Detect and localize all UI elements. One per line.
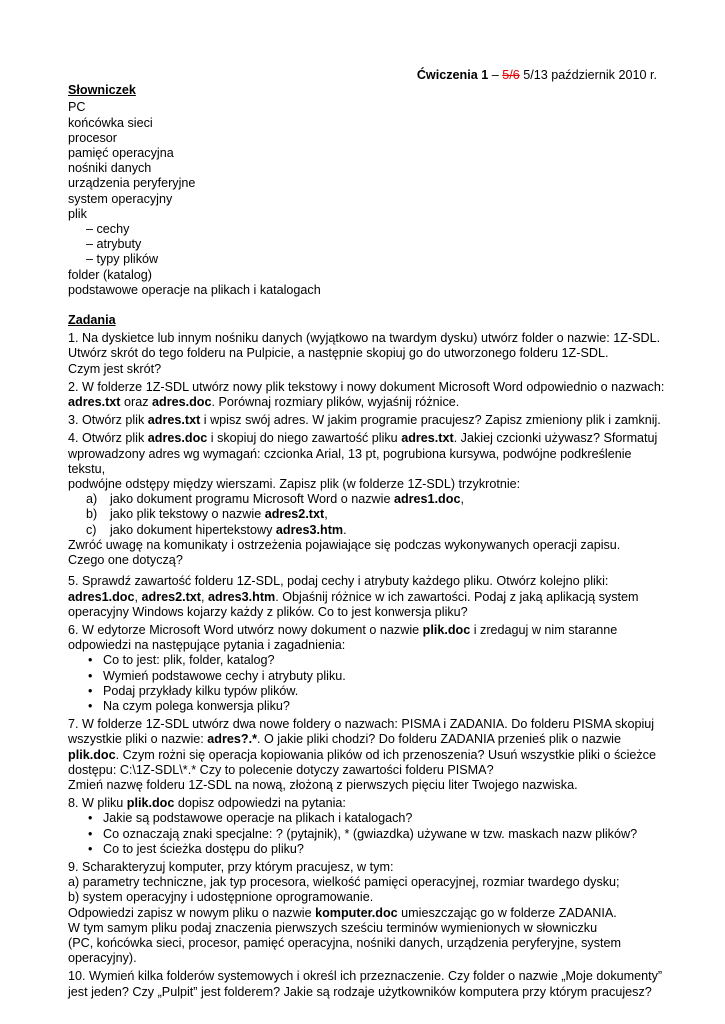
- task-text: . Objaśnij różnice w ich zawartości. Podaj z jaką aplikacją system: [275, 589, 639, 604]
- task-10: [68, 969, 668, 999]
- list-item: [86, 507, 668, 522]
- list-marker: c): [86, 522, 97, 537]
- questions-list: [68, 811, 668, 857]
- task-text: 6. W edytorze Microsoft Word utwórz nowy dokument o nazwie: [68, 622, 423, 637]
- task-5: [68, 574, 668, 620]
- list-item: • Co to jest ścieżka dostępu do pliku?: [88, 842, 668, 857]
- task-line: operacyjny).: [68, 951, 137, 966]
- filename: komputer.doc: [315, 905, 398, 920]
- task-1: [68, 331, 668, 377]
- list-text: jako plik tekstowy o nazwie: [110, 507, 265, 522]
- task-8: [68, 796, 668, 857]
- task-line: wprowadzony adres wg wymagań: czcionka Arial, 13 pt, pogrubiona kursywa, podwójne podkreślenie tekstu,: [68, 446, 632, 476]
- list-item: • Podaj przykłady kilku typów plików.: [88, 684, 668, 699]
- task-line: [68, 395, 668, 410]
- task-text: ,: [201, 589, 209, 604]
- task-text: i wpisz swój adres. W jakim programie pracujesz? Zapisz zmieniony plik i zamknij.: [200, 413, 661, 428]
- task-6: [68, 623, 668, 714]
- task-line: podwójne odstępy między wierszami. Zapisz plik (w folderze 1Z-SDL) trzykrotnie:: [68, 477, 521, 492]
- task-line: b) system operacyjny i udostępnione oprogramowanie.: [68, 890, 374, 905]
- glossary-item: nośniki danych: [68, 161, 152, 176]
- filename: adres?.*: [207, 732, 257, 747]
- task-line: Zmień nazwę folderu 1Z-SDL na nową, złożoną z pierwszych pięciu liter Twojego nazwiska.: [68, 777, 578, 792]
- glossary-subitem: – cechy: [86, 222, 130, 237]
- glossary-item: urządzenia peryferyjne: [68, 176, 196, 191]
- task-text: 8. W pliku: [68, 796, 127, 811]
- task-line: operacyjny Windows kojarzy każdy z plików. Co to jest konwersja pliku?: [68, 604, 468, 619]
- task-7: [68, 717, 668, 793]
- task-text: . Porównaj rozmiary plików, wyjaśnij różnice.: [211, 395, 460, 410]
- task-text: i skopiuj do niego zawartość pliku: [207, 431, 402, 446]
- list-text: jako dokument hipertekstowy: [110, 522, 276, 537]
- header-struck-date: 5/6: [502, 68, 520, 82]
- filename: adres.doc: [152, 395, 212, 410]
- task-line: (PC, końcówka sieci, procesor, pamięć operacyjna, nośniki danych, urządzenia peryferyjne, system: [68, 935, 621, 950]
- task-line: [68, 732, 668, 747]
- filename: adres.doc: [147, 431, 208, 446]
- filename: adres.txt: [401, 431, 454, 446]
- glossary-item: system operacyjny: [68, 191, 173, 206]
- task-line: [68, 906, 668, 921]
- glossary-item: podstawowe operacje na plikach i katalogach: [68, 282, 321, 297]
- task-text: Odpowiedzi zapisz w nowym pliku o nazwie: [68, 905, 316, 920]
- filename: adres1.doc: [68, 589, 135, 604]
- task-text: ,: [134, 589, 142, 604]
- list-item: • Jakie są podstawowe operacje na plikach i katalogach?: [88, 811, 668, 826]
- task-text: . Jakiej czcionki używasz? Sformatuj: [453, 431, 658, 446]
- task-9: [68, 860, 668, 966]
- list-item: • Na czym polega konwersja pliku?: [88, 699, 668, 714]
- task-line: odpowiedzi na następujące pytania i zagadnienia:: [68, 638, 346, 653]
- glossary-subitem: – typy plików: [86, 252, 159, 267]
- list-item: • Wymień podstawowe cechy i atrybuty pliku.: [88, 669, 668, 684]
- filename: plik.doc: [422, 622, 471, 637]
- save-options-list: [68, 492, 668, 538]
- glossary-subitem: – atrybuty: [86, 237, 142, 252]
- filename: plik.doc: [126, 796, 175, 811]
- task-line: 9. Scharakteryzuj komputer, przy którym pracujesz, w tym:: [68, 859, 394, 874]
- task-text: 4. Otwórz plik: [68, 431, 148, 446]
- task-line: 1. Na dyskietce lub innym nośniku danych (wyjątkowo na twardym dysku) utwórz folder o nazwie: 1Z-SDL.: [68, 331, 661, 346]
- filename: adres2.txt: [141, 589, 202, 604]
- list-text: ,: [460, 492, 464, 507]
- task-line: [68, 431, 668, 446]
- task-line: W tym samym pliku podaj znaczenia pierwszych sześciu terminów wymienionych w słowniczku: [68, 920, 598, 935]
- task-line: 10. Wymień kilka folderów systemowych i określ ich przeznaczenie. Czy folder o nazwie „Moje dokumenty”: [68, 969, 663, 984]
- task-text: . Czym rożni się operacja kopiowania plików od ich przenoszenia? Usuń wszystkie pliki o ścieżce: [115, 747, 656, 762]
- task-line: jest jeden? Czy „Pulpit” jest folderem? Jakie są rodzaje użytkowników komputera przy którym pracujesz?: [68, 984, 652, 999]
- task-line: 2. W folderze 1Z-SDL utwórz nowy plik tekstowy i nowy dokument Microsoft Word odpowiednio o nazwach:: [68, 379, 665, 394]
- task-line: [68, 590, 668, 605]
- filename: adres3.htm: [275, 522, 344, 537]
- task-3: [68, 413, 668, 428]
- filename: adres3.htm: [208, 589, 276, 604]
- glossary-item: plik: [68, 206, 87, 221]
- task-text: i zredaguj w nim staranne: [470, 622, 618, 637]
- list-item: • Co to jest: plik, folder, katalog?: [88, 653, 668, 668]
- document-page: [68, 68, 668, 1000]
- task-text: . O jakie pliki chodzi? Do folderu ZADANIA przenieś plik o nazwie: [256, 732, 621, 747]
- glossary-item: PC: [68, 100, 86, 115]
- header-date: 5/13 październik 2010 r.: [519, 68, 657, 82]
- task-4: [68, 431, 668, 568]
- list-text: ,: [324, 507, 328, 522]
- glossary-item: folder (katalog): [68, 267, 152, 282]
- list-marker: a): [86, 492, 98, 507]
- list-text: .: [343, 522, 347, 537]
- task-line: [68, 623, 668, 638]
- glossary-list: [68, 100, 668, 298]
- task-text: 3. Otwórz plik: [68, 413, 148, 428]
- task-line: Zwróć uwagę na komunikaty i ostrzeżenia pojawiające się podczas wykonywanych operacji zapisu.: [68, 537, 621, 552]
- glossary-item: procesor: [68, 130, 117, 145]
- list-marker: b): [86, 507, 98, 522]
- header-dash: –: [488, 68, 503, 82]
- task-text: umieszczając go w folderze ZADANIA.: [397, 905, 617, 920]
- filename: plik.doc: [68, 747, 116, 762]
- glossary-item: końcówka sieci: [68, 115, 153, 130]
- list-item: [86, 523, 668, 538]
- task-text: dopisz odpowiedzi na pytania:: [174, 796, 346, 811]
- list-item: [86, 492, 668, 507]
- filename: adres.txt: [147, 413, 201, 428]
- task-line: [68, 796, 668, 811]
- task-line: dostępu: C:\1Z-SDL\*.* Czy to polecenie dotyczy zawartości folderu PISMA?: [68, 762, 494, 777]
- list-text: jako dokument programu Microsoft Word o nazwie: [110, 492, 394, 507]
- task-2: [68, 380, 668, 410]
- task-text: wszystkie pliki o nazwie:: [68, 732, 208, 747]
- task-line: [68, 748, 668, 763]
- task-line: Czym jest skrót?: [68, 361, 162, 376]
- task-line: 5. Sprawdź zawartość folderu 1Z-SDL, podaj cechy i atrybuty każdego pliku. Otwórz kolejno pliki:: [68, 574, 609, 589]
- list-item: • Co oznaczają znaki specjalne: ? (pytajnik), * (gwiazdka) używane w tzw. maskach nazw plików?: [88, 827, 668, 842]
- tasks-title: Zadania: [68, 313, 116, 328]
- document-header: [68, 68, 657, 83]
- task-text: oraz: [120, 395, 152, 410]
- questions-list: [68, 653, 668, 714]
- task-line: 7. W folderze 1Z-SDL utwórz dwa nowe foldery o nazwach: PISMA i ZADANIA. Do folderu PISMA skopiuj: [68, 717, 655, 732]
- glossary-item: pamięć operacyjna: [68, 146, 174, 161]
- filename: adres.txt: [68, 395, 121, 410]
- filename: adres2.txt: [264, 507, 325, 522]
- task-line: Utwórz skrót do tego folderu na Pulpicie, a następnie skopiuj go do utworzonego folderu 1Z-SDL.: [68, 346, 609, 361]
- header-title: Ćwiczenia 1: [416, 68, 489, 82]
- task-line: a) parametry techniczne, jak typ procesora, wielkość pamięci operacyjnej, rozmiar twardego dysku;: [68, 875, 620, 890]
- filename: adres1.doc: [393, 492, 461, 507]
- glossary-title: Słowniczek: [68, 83, 136, 98]
- task-line: Czego one dotyczą?: [68, 553, 183, 568]
